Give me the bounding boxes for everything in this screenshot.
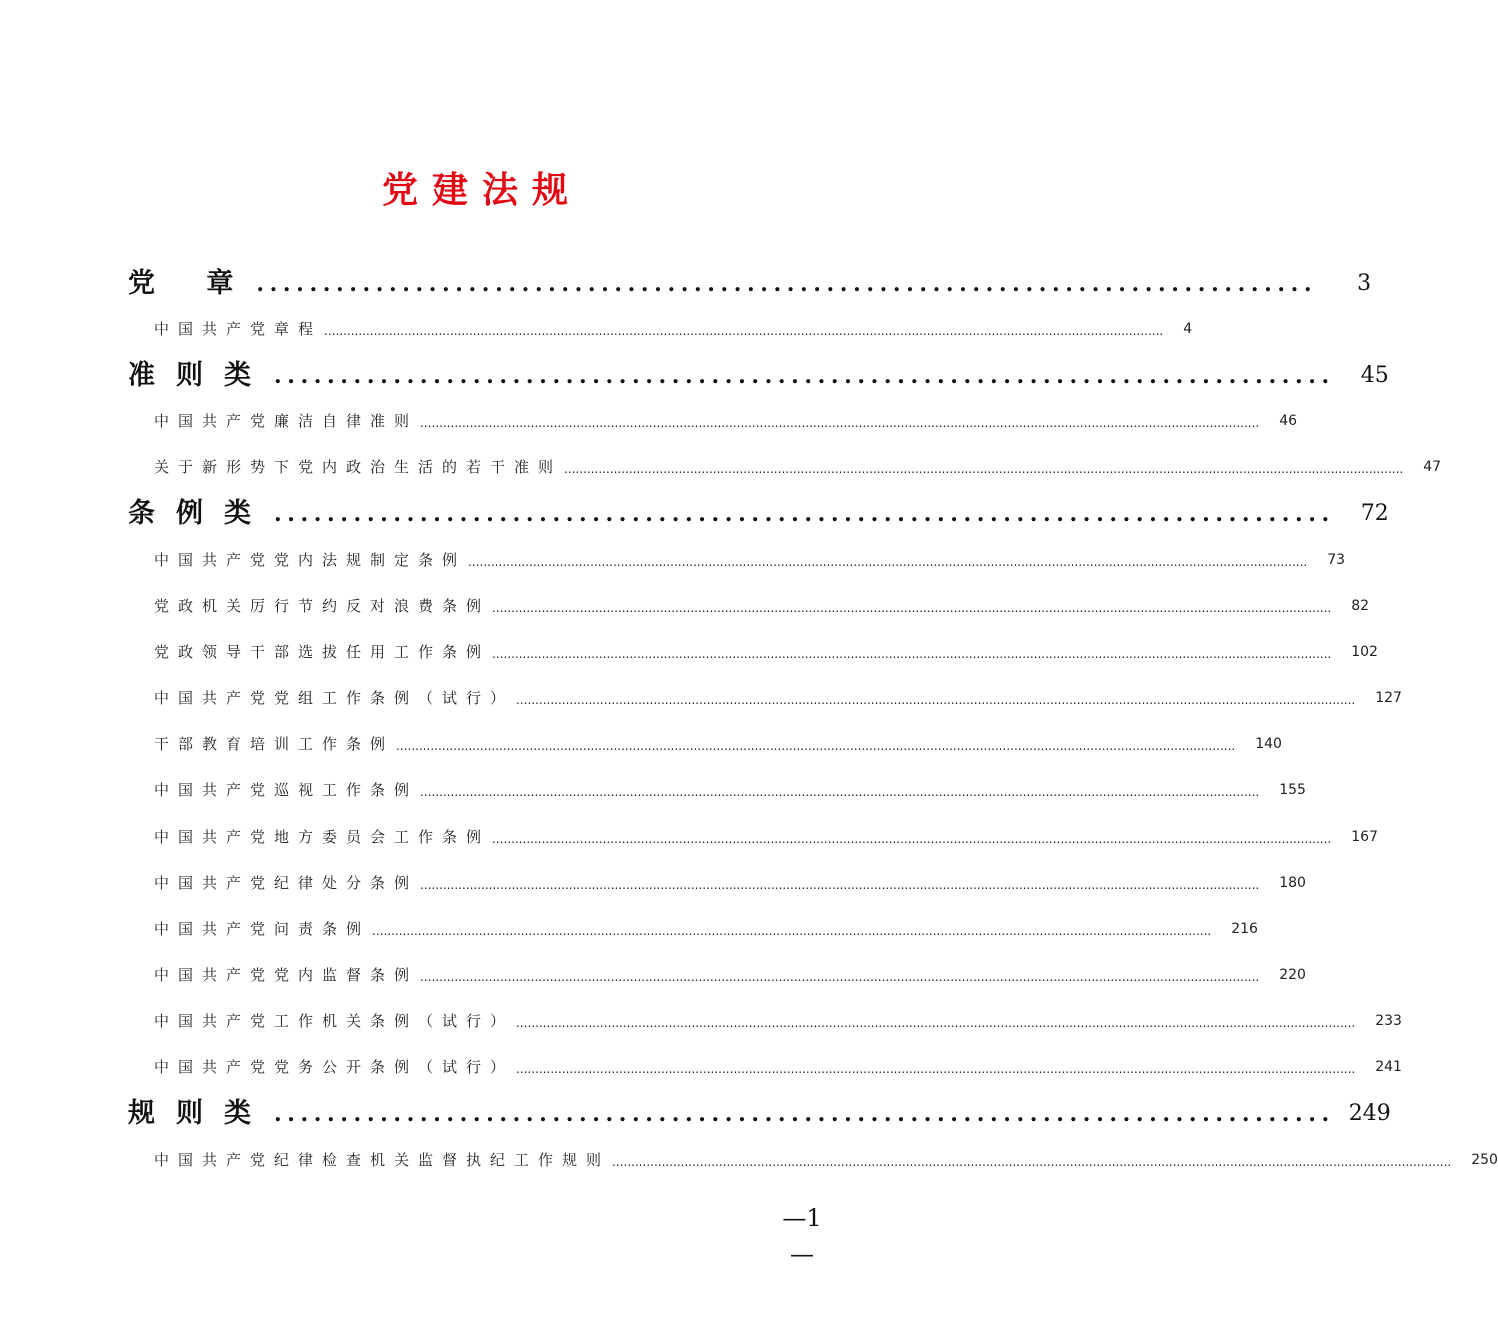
dot-leader: ............................................................................................................................................................................................................................ (516, 693, 1356, 707)
toc-section-label: 条例类 (128, 498, 272, 529)
toc-item-label: 中国共产党章程 (154, 320, 323, 338)
dot-leader: ................................................................................ (256, 271, 1318, 297)
toc-section-guidelines[interactable] (128, 356, 1389, 396)
toc-item-page: 233 (1375, 1013, 1402, 1029)
toc-item-page: 241 (1375, 1059, 1402, 1075)
toc-section-label: 规则类 (128, 1098, 272, 1129)
dot-leader: ............................................................................................................................................................................................................................ (564, 462, 1404, 476)
toc-item-label: 中国共产党纪律检查机关监督执纪工作规则 (154, 1151, 611, 1169)
toc-item-page: 155 (1279, 782, 1306, 798)
dot-leader: ............................................................................................................................................................................................................................ (516, 1062, 1356, 1076)
toc-item[interactable] (154, 547, 1346, 573)
toc-item[interactable] (154, 962, 1306, 988)
dot-leader: ................................................................................ (274, 501, 1335, 527)
dot-leader: ............................................................................................................................................................................................................................ (420, 785, 1260, 799)
dot-leader: ............................................................................................................................................................................................................................ (492, 647, 1332, 661)
toc-item[interactable] (154, 593, 1370, 619)
toc-section-page: 45 (1360, 363, 1389, 388)
toc-item-label: 中国共产党党内法规制定条例 (154, 551, 467, 569)
toc-item[interactable] (154, 1054, 1402, 1080)
toc-item-label: 中国共产党廉洁自律准则 (154, 412, 419, 430)
toc-item-label: 中国共产党纪律处分条例 (154, 874, 419, 892)
toc-item-page: 220 (1279, 967, 1306, 983)
toc-item-page: 102 (1351, 644, 1378, 660)
toc-item-label: 中国共产党巡视工作条例 (154, 781, 419, 799)
dot-leader: ................................................................................ (274, 1101, 1335, 1127)
dot-leader: ............................................................................................................................................................................................................................ (420, 970, 1260, 984)
toc-section-regulations[interactable] (128, 494, 1389, 534)
toc-item[interactable] (154, 777, 1306, 803)
dot-leader: ................................................................................ (274, 363, 1335, 389)
toc-item-label: 党政领导干部选拔任用工作条例 (154, 643, 491, 661)
document-title: 党建法规 (381, 169, 582, 211)
toc-item-label: 关于新形势下党内政治生活的若干准则 (154, 458, 563, 476)
toc-item-page: 82 (1351, 598, 1370, 614)
toc-item-label: 中国共产党党务公开条例（试行） (154, 1058, 515, 1076)
toc-item[interactable] (154, 731, 1282, 757)
toc-item[interactable] (154, 408, 1298, 434)
toc-item-label: 中国共产党党组工作条例（试行） (154, 689, 515, 707)
toc-item[interactable] (154, 824, 1378, 850)
toc-item[interactable] (154, 454, 1442, 480)
toc-item-label: 中国共产党工作机关条例（试行） (154, 1012, 515, 1030)
toc-item[interactable] (154, 685, 1402, 711)
toc-item-page: 4 (1183, 321, 1193, 337)
toc-item[interactable] (154, 1147, 1498, 1173)
toc-item-label: 干部教育培训工作条例 (154, 735, 395, 753)
toc-section-page: 3 (1357, 271, 1372, 296)
toc-section-rules[interactable] (128, 1094, 1391, 1134)
toc-item-label: 中国共产党地方委员会工作条例 (154, 828, 491, 846)
toc-item[interactable] (154, 916, 1258, 942)
toc-section-party-constitution[interactable] (128, 264, 1372, 304)
dot-leader: ............................................................................................................................................................................................................................ (420, 416, 1260, 430)
toc-item-page: 250 (1471, 1152, 1498, 1168)
toc-item[interactable] (154, 316, 1193, 342)
dot-leader: ............................................................................................................................................................................................................................ (516, 1016, 1356, 1030)
dot-leader: ............................................................................................................................................................................................................................ (468, 555, 1308, 569)
dot-leader: ............................................................................................................................................................................................................................ (372, 924, 1212, 938)
dot-leader: ............................................................................................................................................................................................................................ (420, 878, 1260, 892)
toc-item[interactable] (154, 639, 1378, 665)
toc-section-page: 249 (1348, 1101, 1391, 1126)
toc-item-page: 46 (1279, 413, 1298, 429)
page-number: —1— (782, 1204, 822, 1268)
toc-item-page: 167 (1351, 829, 1378, 845)
toc-item-page: 127 (1375, 690, 1402, 706)
dot-leader: ............................................................................................................................................................................................................................ (396, 739, 1236, 753)
toc-item-page: 140 (1255, 736, 1282, 752)
dot-leader: ............................................................................................................................................................................................................................ (492, 832, 1332, 846)
toc-item-page: 47 (1423, 459, 1442, 475)
toc-item[interactable] (154, 1008, 1402, 1034)
dot-leader: ............................................................................................................................................................................................................................ (612, 1155, 1452, 1169)
toc-section-page: 72 (1360, 501, 1389, 526)
toc-item[interactable] (154, 870, 1306, 896)
toc-item-page: 180 (1279, 875, 1306, 891)
toc-item-label: 中国共产党问责条例 (154, 920, 371, 938)
toc-item-label: 党政机关厉行节约反对浪费条例 (154, 597, 491, 615)
toc-item-page: 216 (1231, 921, 1258, 937)
dot-leader: ............................................................................................................................................................................................................................ (492, 601, 1332, 615)
toc-section-label: 准则类 (128, 360, 272, 391)
toc-item-label: 中国共产党党内监督条例 (154, 966, 419, 984)
toc-item-page: 73 (1327, 552, 1346, 568)
toc-section-label: 党 章 (128, 268, 255, 299)
dot-leader: ............................................................................................................................................................................................................................ (324, 324, 1164, 338)
